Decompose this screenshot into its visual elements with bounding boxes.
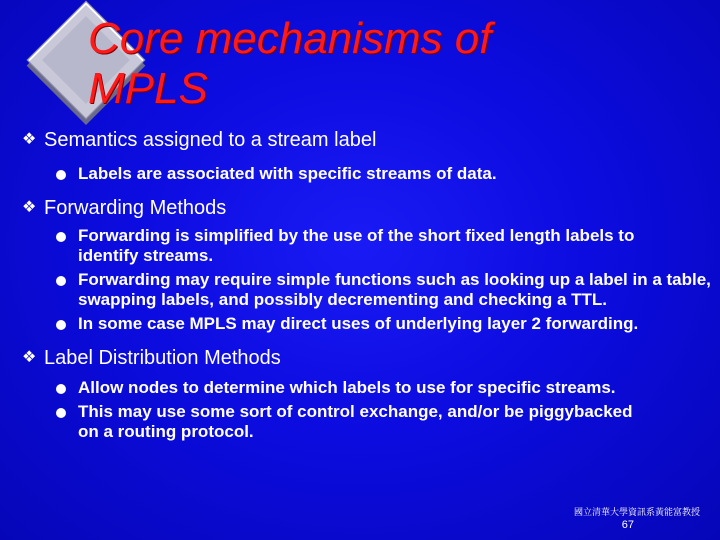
diamond-bullet-icon: ❖: [22, 349, 37, 366]
diamond-bullet-icon: ❖: [22, 131, 37, 148]
round-bullet-icon: [56, 276, 66, 286]
round-bullet-icon: [56, 170, 66, 180]
list-item: [22, 402, 638, 442]
list-item-text: Allow nodes to determine which labels to use for specific streams.: [78, 378, 616, 397]
section-heading-text: Forwarding Methods: [44, 197, 227, 219]
list-item: [22, 164, 618, 184]
slide-title-line1: Core mechanisms of: [88, 14, 492, 63]
section-heading-semantics: [22, 128, 702, 152]
list-item: [22, 314, 658, 334]
footer-organization: 國立清華大學資訊系黃能富教授: [573, 507, 700, 517]
round-bullet-icon: [56, 384, 66, 394]
list-item-text: Forwarding may require simple functions such as looking up a label in a table, swapping labels, and possibly decrementing and checking a TTL.: [78, 270, 711, 309]
slide-title-line2: MPLS: [88, 64, 208, 113]
list-item: [22, 270, 718, 310]
list-item-text: In some case MPLS may direct uses of underlying layer 2 forwarding.: [78, 314, 639, 333]
round-bullet-icon: [56, 408, 66, 418]
diamond-bullet-icon: ❖: [22, 199, 37, 216]
slide-content: [22, 128, 711, 442]
section-heading-label-distribution: [22, 346, 702, 370]
round-bullet-icon: [56, 320, 66, 330]
list-item-text: This may use some sort of control exchange, and/or be piggybacked on a routing protocol.: [78, 402, 633, 441]
list-item: [22, 226, 668, 266]
list-item-text: Labels are associated with specific streams of data.: [78, 164, 497, 183]
list-item-text: Forwarding is simplified by the use of the short fixed length labels to identify streams.: [78, 226, 635, 265]
page-number: 67: [621, 519, 634, 531]
section-heading-text: Label Distribution Methods: [44, 347, 281, 369]
section-heading-forwarding: [22, 196, 702, 220]
list-item: [22, 378, 658, 398]
round-bullet-icon: [56, 232, 66, 242]
slide-title: [88, 14, 491, 114]
section-heading-text: Semantics assigned to a stream label: [44, 129, 377, 151]
